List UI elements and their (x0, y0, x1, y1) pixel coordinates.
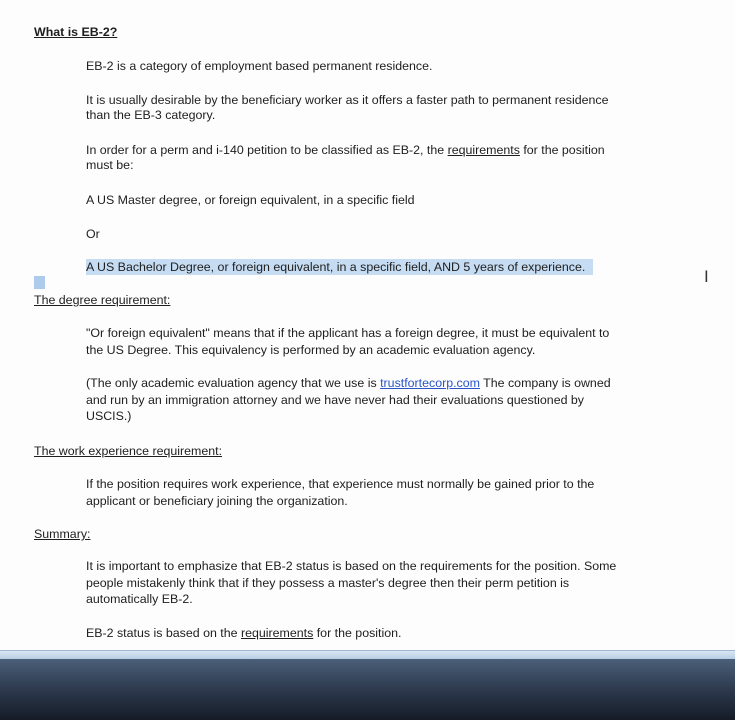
heading-degree-requirement: The degree requirement: (34, 293, 171, 307)
paragraph-summary-line2: people mistakenly think that if they possess a master's degree then their perm petition is (86, 576, 570, 590)
selection-highlight: A US Bachelor Degree, or foreign equivalent, in a specific field, AND 5 years of experience. (86, 259, 593, 275)
paragraph-foreign-equivalent-line1: "Or foreign equivalent" means that if the applicant has a foreign degree, it must be equivalent to (86, 326, 610, 340)
paragraph-master-degree: A US Master degree, or foreign equivalent, in a specific field (86, 193, 415, 207)
text-span: (The only academic evaluation agency that we use is (86, 376, 381, 390)
requirements-link[interactable]: requirements (447, 143, 520, 157)
paragraph-status-based (86, 625, 401, 642)
text-span: for the position. (313, 626, 402, 640)
text-cursor-icon: I (704, 267, 709, 286)
heading-work-experience-requirement: The work experience requirement: (34, 444, 223, 458)
paragraph-classification-line2: must be: (86, 158, 134, 172)
taskbar[interactable] (0, 659, 735, 720)
paragraph-bachelor-degree-selected[interactable] (86, 259, 593, 276)
paragraph-summary-line1: It is important to emphasize that EB-2 status is based on the requirements for the position. Some (86, 559, 617, 573)
text-span: In order for a perm and i-140 petition to be classified as EB-2, the (86, 143, 448, 157)
paragraph-foreign-equivalent-line2: the US Degree. This equivalency is performed by an academic evaluation agency. (86, 343, 536, 357)
requirements-link-2[interactable]: requirements (240, 626, 314, 640)
paragraph-work-experience-line2: applicant or beneficiary joining the organization. (86, 494, 348, 508)
paragraph-mark-selection (34, 276, 45, 289)
window-bottom-border (0, 650, 735, 659)
paragraph-eb2-definition: EB-2 is a category of employment based permanent residence. (86, 59, 433, 73)
trustfortecorp-link[interactable]: trustfortecorp.com (380, 376, 480, 390)
heading-summary: Summary: (34, 527, 91, 541)
text-span: The company is owned (479, 376, 611, 390)
heading-what-is-eb2: What is EB-2? (34, 25, 118, 39)
text-span: EB-2 status is based on the (86, 626, 241, 640)
paragraph-desirable-line1: It is usually desirable by the beneficiary worker as it offers a faster path to permanent residence (86, 93, 609, 107)
paragraph-agency-line3: USCIS.) (86, 409, 132, 423)
paragraph-summary-line3: automatically EB-2. (86, 592, 193, 606)
paragraph-desirable-line2: than the EB-3 category. (86, 108, 216, 122)
paragraph-or: Or (86, 227, 100, 241)
paragraph-agency-line1 (86, 375, 611, 392)
paragraph-classification-line1 (86, 142, 605, 159)
text-span: for the position (519, 143, 605, 157)
paragraph-work-experience-line1: If the position requires work experience, that experience must normally be gained prior to the (86, 477, 595, 491)
paragraph-agency-line2: and run by an immigration attorney and we have never had their evaluations questioned by (86, 393, 585, 407)
